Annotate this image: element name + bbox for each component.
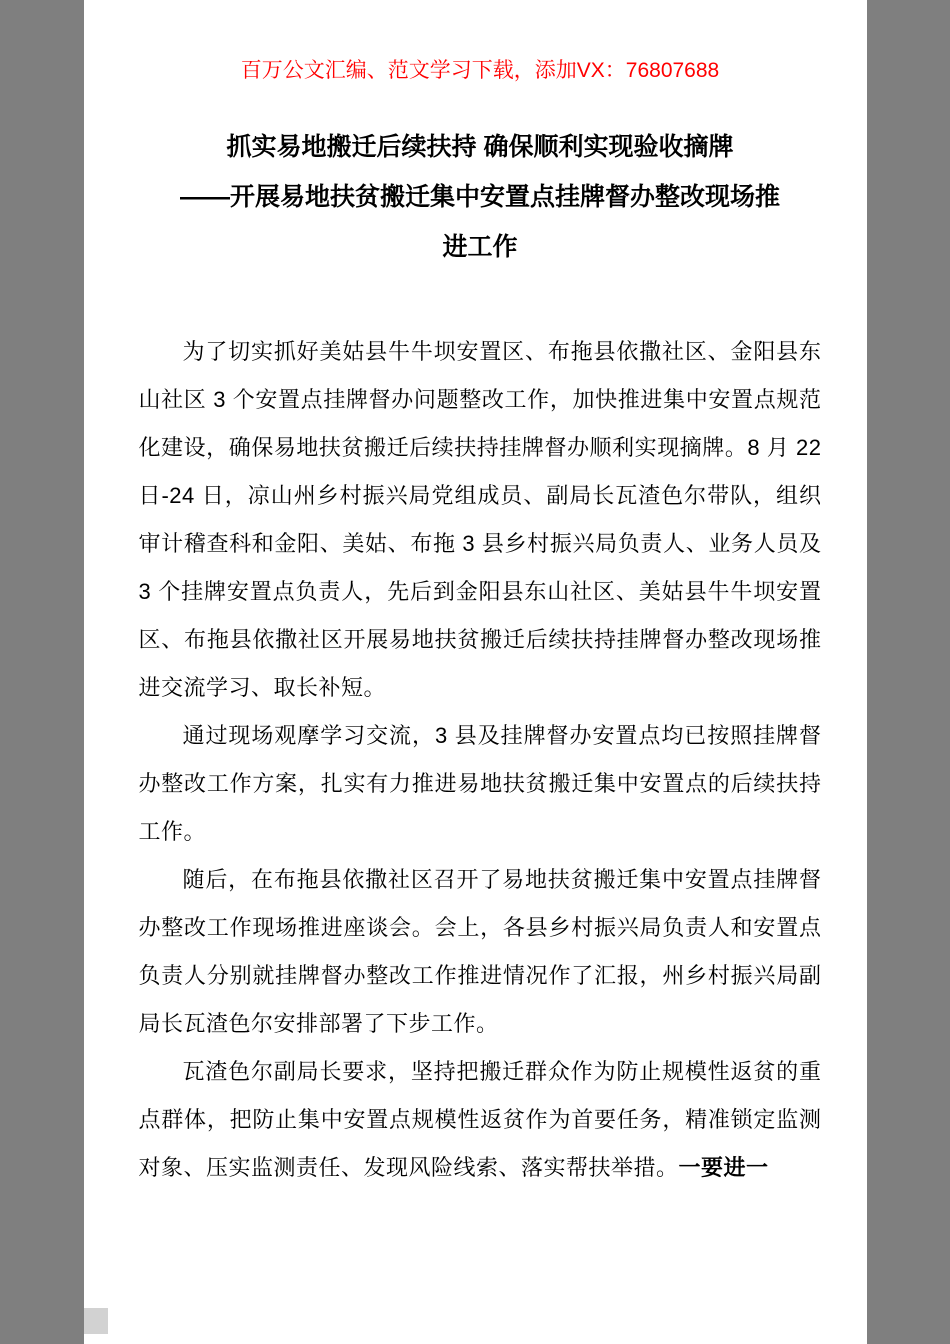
body-paragraph: 随后，在布拖县依撒社区召开了易地扶贫搬迁集中安置点挂牌督办整改工作现场推进座谈会。会上，各县乡村振兴局负责人和安置点负责人分别就挂牌督办整改工作推进情况作了汇报，州乡村振兴局副局长瓦渣色尔安排部署了下步工作。: [138, 867, 822, 1036]
document-title-line2: ——开展易地扶贫搬迁集中安置点挂牌督办整改现场推: [179, 183, 780, 211]
body-paragraph: 通过现场观摩学习交流，3 县及挂牌督办安置点均已按照挂牌督办整改工作方案，扎实有力推进易地扶贫搬迁集中安置点的后续扶持工作。: [138, 723, 822, 844]
document-body: [139, 328, 822, 1192]
document-page: [84, 0, 867, 1344]
promo-banner-text: 百万公文汇编、范文学习下载，添加VX：76807688: [240, 59, 720, 82]
paragraph-bold-suffix: 一要进一: [678, 1155, 769, 1180]
document-title-line3: 进工作: [442, 233, 518, 261]
body-paragraph: [139, 1048, 822, 1192]
page-corner-artifact: [84, 1308, 108, 1334]
body-paragraph: 为了切实抓好美姑县牛牛坝安置区、布拖县依撒社区、金阳县东山社区 3 个安置点挂牌督办问题整改工作，加快推进集中安置点规范化建设，确保易地扶贫搬迁后续扶持挂牌督办顺利实现摘牌。8 月 22 日-24 日，凉山州乡村振兴局党组成员、副局长瓦渣色尔带队，组织审计稽查科和金阳、美姑、布拖 3 县乡村振兴局负责人、业务人员及 3 个挂牌安置点负责人，先后到金阳县东山社区、美姑县牛牛坝安置区、布拖县依撒社区开展易地扶贫搬迁后续扶持挂牌督办整改现场推进交流学习、取长补短。: [138, 339, 822, 700]
document-title: [139, 122, 822, 272]
document-title-line1: 抓实易地搬迁后续扶持 确保顺利实现验收摘牌: [226, 133, 734, 161]
paragraph-text: 瓦渣色尔副局长要求，坚持把搬迁群众作为防止规模性返贫的重点群体，把防止集中安置点规模性返贫作为首要任务，精准锁定监测对象、压实监测责任、发现风险线索、落实帮扶举措。: [138, 1059, 822, 1180]
